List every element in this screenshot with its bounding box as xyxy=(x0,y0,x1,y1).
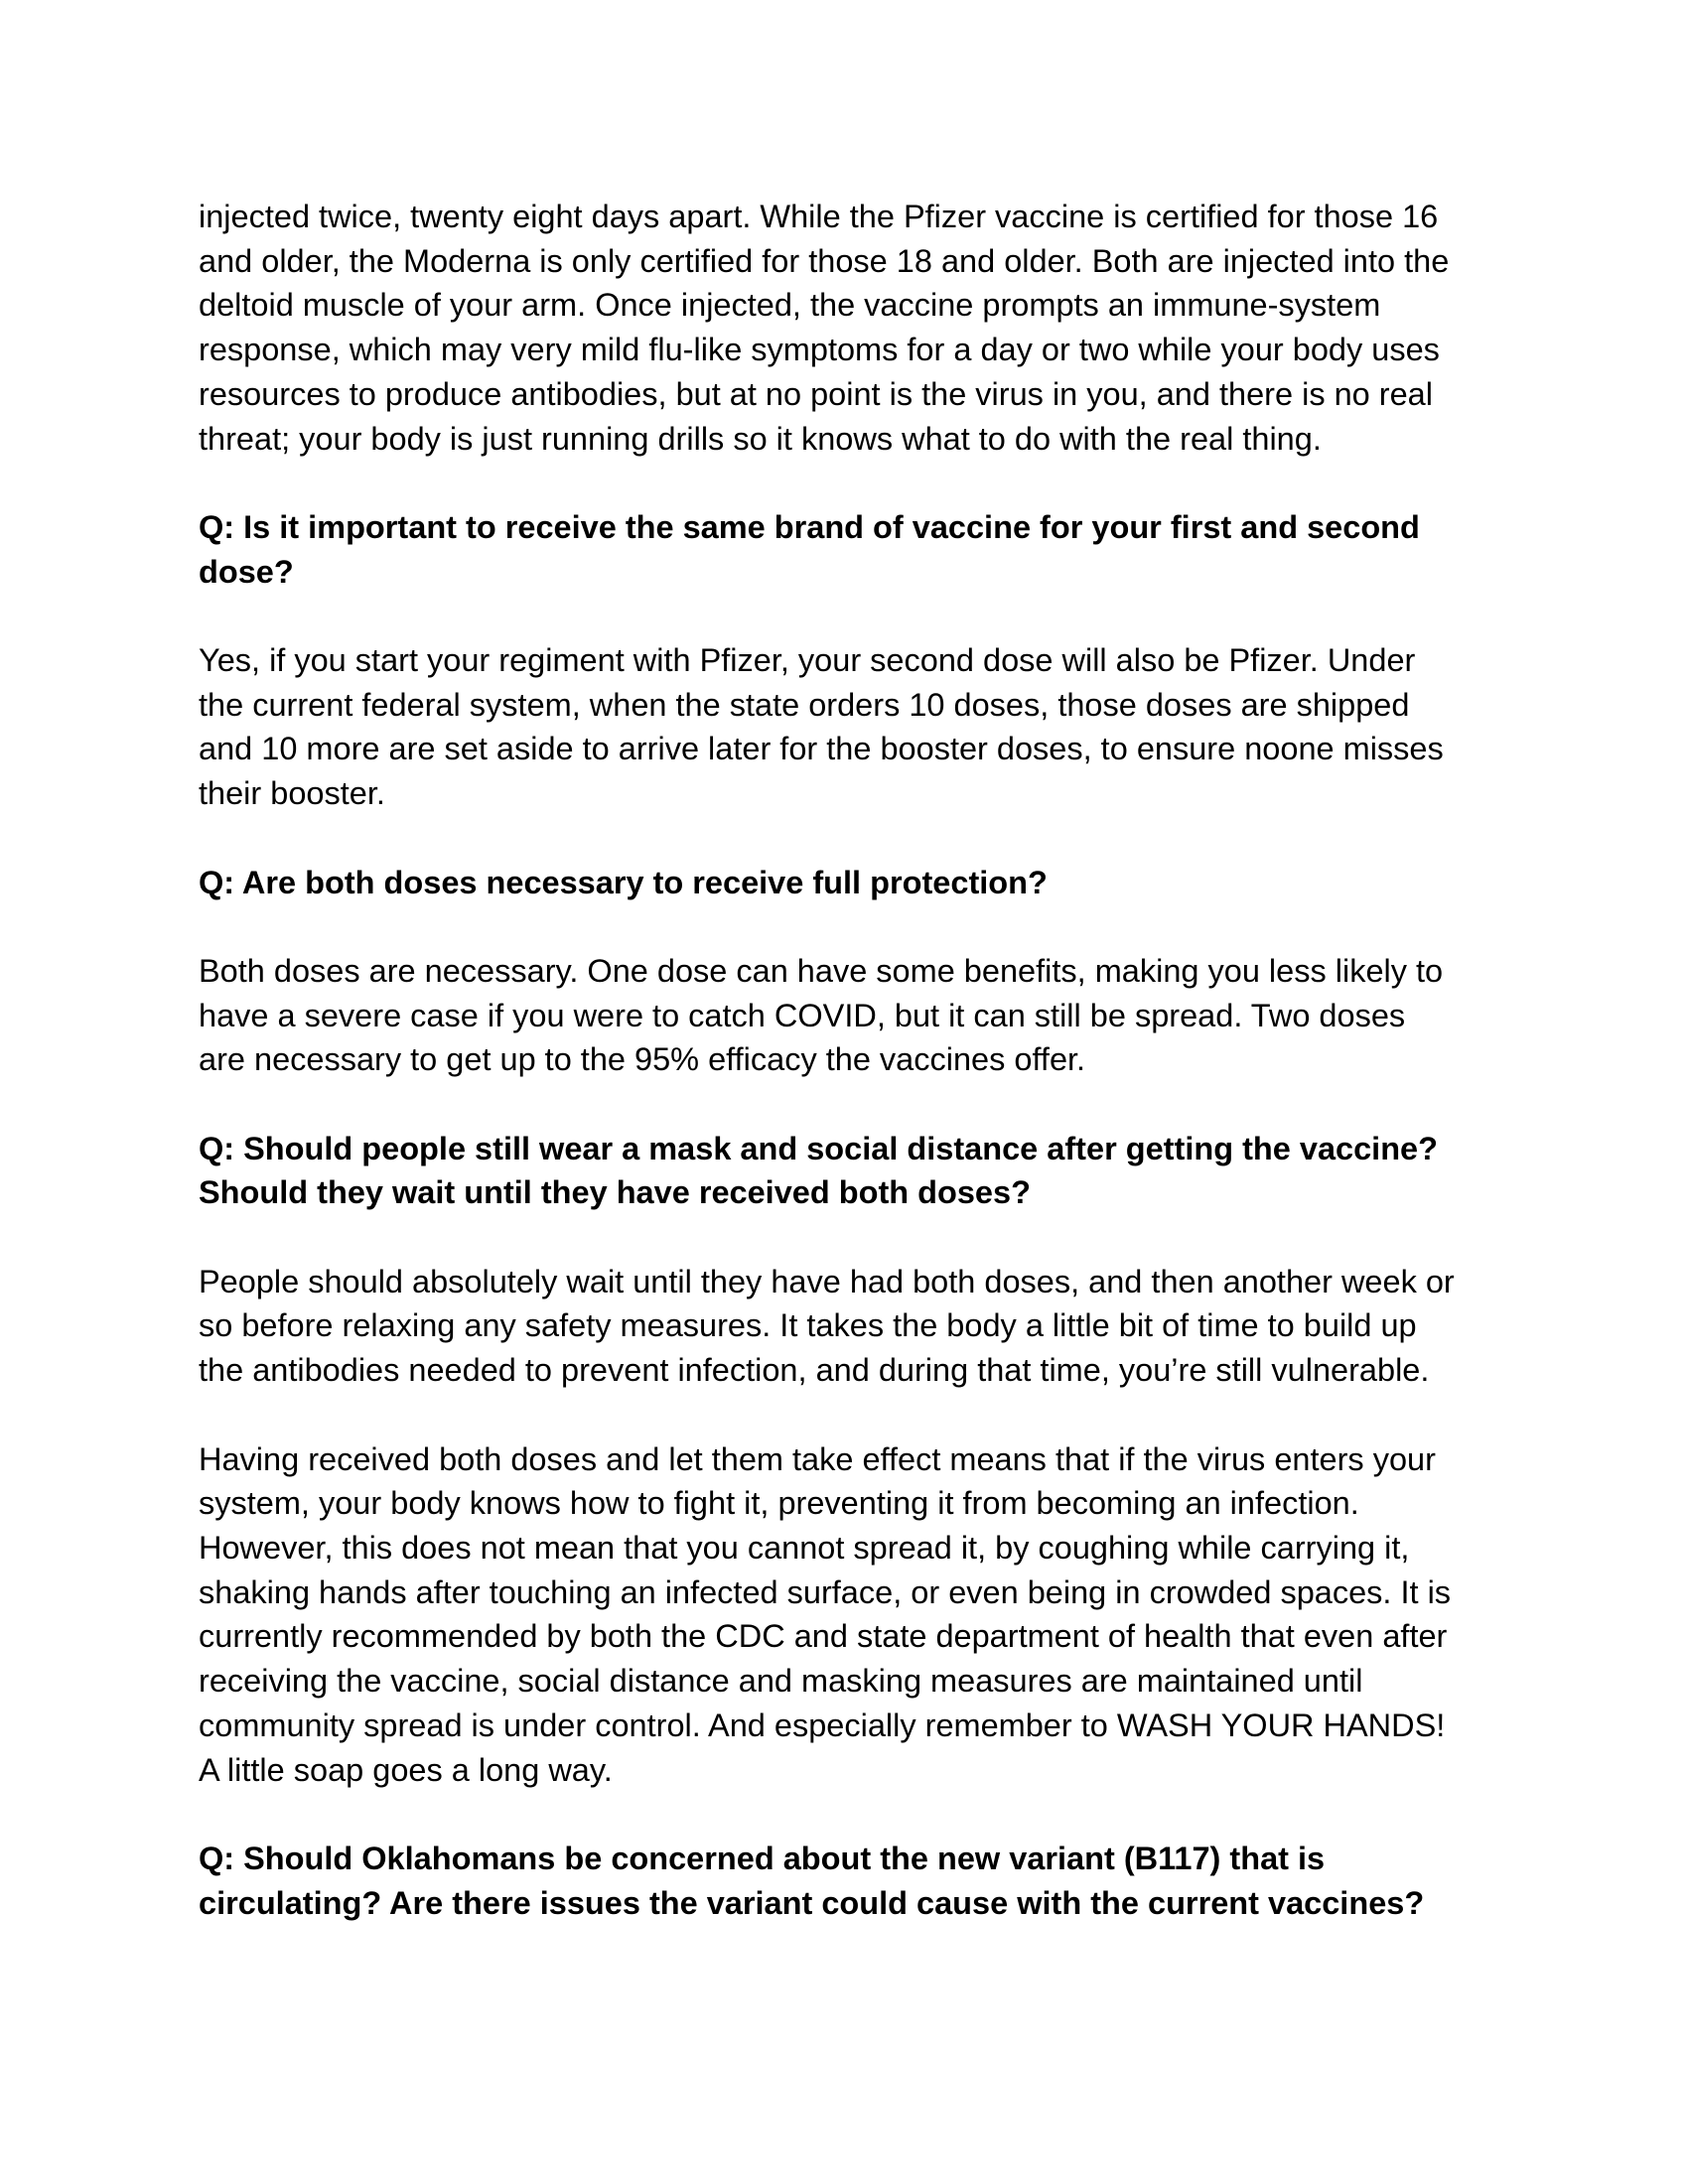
text-line: so before relaxing any safety measures. It takes the body a little bit of time to build up xyxy=(199,1307,1417,1344)
text-line: are necessary to get up to the 95% efficacy the vaccines offer. xyxy=(199,1041,1086,1078)
text-line: Both doses are necessary. One dose can have some benefits, making you less likely to xyxy=(199,952,1444,989)
text-line: threat; your body is just running drills so it knows what to do with the real thing. xyxy=(199,420,1322,457)
text-line: response, which may very mild flu-like symptoms for a day or two while your body uses xyxy=(199,332,1440,368)
text-line: A little soap goes a long way. xyxy=(199,1751,613,1788)
answer-paragraph xyxy=(199,1260,1499,1393)
question-heading xyxy=(199,505,1499,594)
text-line: system, your body knows how to fight it, preventing it from becoming an infection. xyxy=(199,1485,1359,1522)
text-line: the antibodies needed to prevent infection, and during that time, you’re still vulnerable. xyxy=(199,1352,1430,1389)
text-line: Having received both doses and let them take effect means that if the virus enters your xyxy=(199,1440,1436,1477)
text-line: the current federal system, when the state orders 10 doses, those doses are shipped xyxy=(199,686,1410,723)
text-line: and older, the Moderna is only certified for those 18 and older. Both are injected into the xyxy=(199,242,1450,279)
text-line: resources to produce antibodies, but at no point is the virus in you, and there is no real xyxy=(199,375,1433,412)
text-line: dose? xyxy=(199,553,294,590)
text-line: community spread is under control. And especially remember to WASH YOUR HANDS! xyxy=(199,1706,1446,1743)
question-heading xyxy=(199,861,1499,905)
text-line: receiving the vaccine, social distance and masking measures are maintained until xyxy=(199,1663,1363,1700)
text-line: Should they wait until they have received both doses? xyxy=(199,1174,1031,1211)
text-line: Q: Is it important to receive the same brand of vaccine for your first and second xyxy=(199,508,1420,545)
text-line: their booster. xyxy=(199,775,385,812)
text-line: have a severe case if you were to catch COVID, but it can still be spread. Two doses xyxy=(199,997,1406,1033)
text-line: and 10 more are set aside to arrive later for the booster doses, to ensure noone misses xyxy=(199,731,1444,767)
text-line: People should absolutely wait until they have had both doses, and then another week or xyxy=(199,1263,1455,1299)
text-line: circulating? Are there issues the variant could cause with the current vaccines? xyxy=(199,1884,1425,1921)
text-line: However, this does not mean that you cannot spread it, by coughing while carrying it, xyxy=(199,1529,1410,1566)
document-page xyxy=(199,195,1499,1970)
question-heading xyxy=(199,1127,1499,1215)
text-line: Q: Are both doses necessary to receive full protection? xyxy=(199,864,1048,900)
answer-paragraph xyxy=(199,949,1499,1082)
text-line: deltoid muscle of your arm. Once injected, the vaccine prompts an immune-system xyxy=(199,287,1381,324)
text-line: shaking hands after touching an infected surface, or even being in crowded spaces. It is xyxy=(199,1573,1452,1610)
text-line: Q: Should Oklahomans be concerned about the new variant (B117) that is xyxy=(199,1840,1326,1876)
text-line: currently recommended by both the CDC and state department of health that even after xyxy=(199,1618,1448,1655)
question-heading xyxy=(199,1837,1499,1925)
answer-paragraph xyxy=(199,195,1499,461)
text-line: injected twice, twenty eight days apart. While the Pfizer vaccine is certified for those 16 xyxy=(199,199,1439,234)
text-line: Yes, if you start your regiment with Pfizer, your second dose will also be Pfizer. Under xyxy=(199,642,1416,678)
answer-paragraph xyxy=(199,1437,1499,1793)
text-line: Q: Should people still wear a mask and social distance after getting the vaccine? xyxy=(199,1130,1438,1166)
answer-paragraph xyxy=(199,638,1499,816)
